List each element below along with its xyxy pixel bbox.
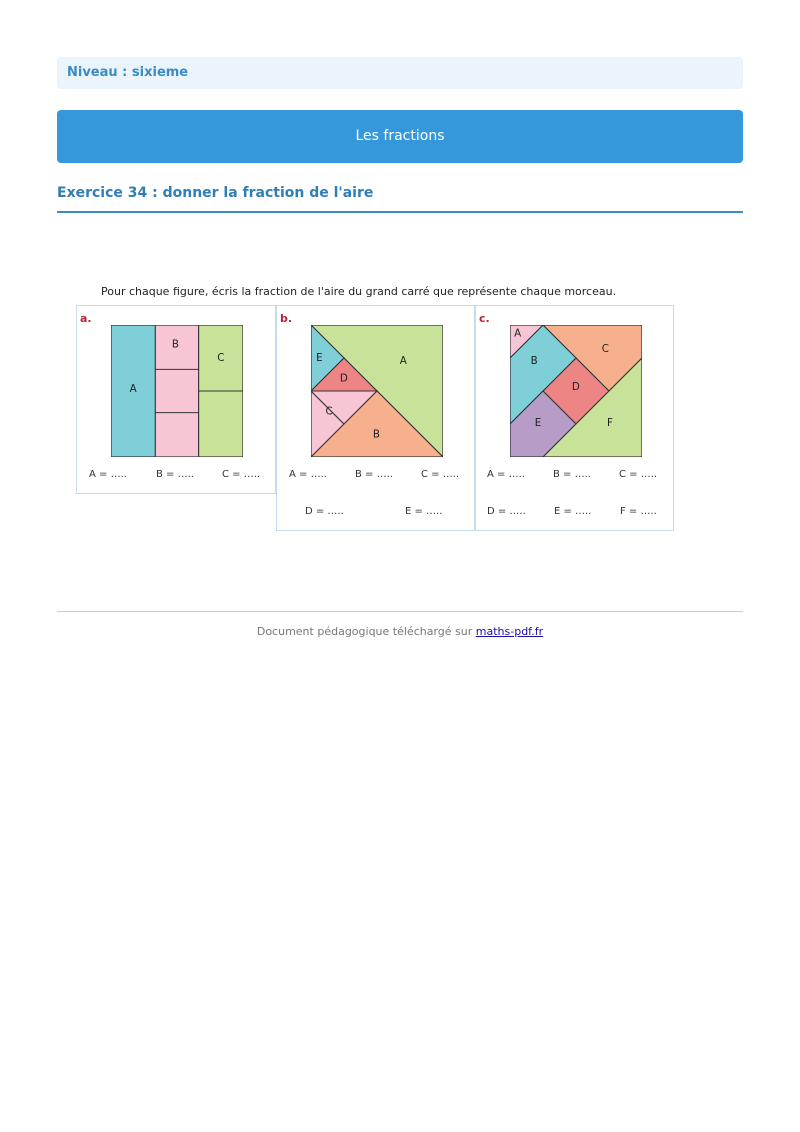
- answer-b-C: C = …..: [421, 469, 460, 480]
- instruction-text: Pour chaque figure, écris la fraction de l'aire du grand carré que représente chaque morceau.: [101, 285, 617, 298]
- answer-c-C: C = …..: [619, 469, 658, 480]
- footer-link[interactable]: maths-pdf.fr: [475, 625, 544, 638]
- figure-panel-b: [276, 305, 475, 531]
- answer-a-A: A = …..: [89, 469, 127, 480]
- answer-b-B: B = …..: [355, 469, 393, 480]
- piece-label-a-A: A: [129, 383, 137, 396]
- answer-c-D: D = …..: [487, 506, 526, 517]
- figure-label: c.: [479, 312, 490, 325]
- answer-b-E: E = …..: [405, 506, 443, 517]
- piece-label-c-F: F: [606, 417, 613, 430]
- piece-label-a-C: C: [217, 352, 225, 365]
- piece-label-c-B: B: [530, 355, 538, 368]
- piece-label-c-C: C: [601, 342, 609, 355]
- answer-a-C: C = …..: [222, 469, 261, 480]
- answer-c-E: E = …..: [554, 506, 592, 517]
- answer-c-B: B = …..: [553, 469, 591, 480]
- figure-label: b.: [280, 312, 293, 325]
- figure-panel-c: [475, 305, 674, 531]
- piece-label-c-D: D: [571, 380, 580, 393]
- answer-b-D: D = …..: [305, 506, 344, 517]
- figure-label: a.: [80, 312, 92, 325]
- piece-label-b-C: C: [325, 405, 333, 418]
- figure-panel-a: [76, 305, 276, 494]
- figure-b-diagram: [311, 325, 443, 457]
- footer-text: Document pédagogique téléchargé sur: [256, 625, 473, 638]
- figure-a-diagram: [111, 325, 243, 457]
- piece-label-a-B: B: [171, 338, 179, 351]
- piece-label-b-E: E: [316, 352, 323, 365]
- piece-label-b-D: D: [339, 372, 348, 385]
- answer-b-A: A = …..: [289, 469, 327, 480]
- answer-a-B: B = …..: [156, 469, 194, 480]
- piece-label-b-A: A: [399, 355, 407, 368]
- piece-label-c-E: E: [534, 417, 542, 430]
- answer-c-A: A = …..: [487, 469, 525, 480]
- footer-divider: [57, 611, 743, 612]
- exercise-title: Exercice 34 : donner la fraction de l'aire: [57, 185, 743, 213]
- piece-label-b-B: B: [372, 428, 380, 441]
- figure-c-diagram: [510, 325, 642, 457]
- level-label: Niveau : sixieme: [57, 57, 743, 89]
- chapter-banner: Les fractions: [57, 110, 743, 163]
- footer: [0, 625, 800, 638]
- answer-c-F: F = …..: [620, 506, 657, 517]
- piece-label-c-A: A: [514, 327, 522, 340]
